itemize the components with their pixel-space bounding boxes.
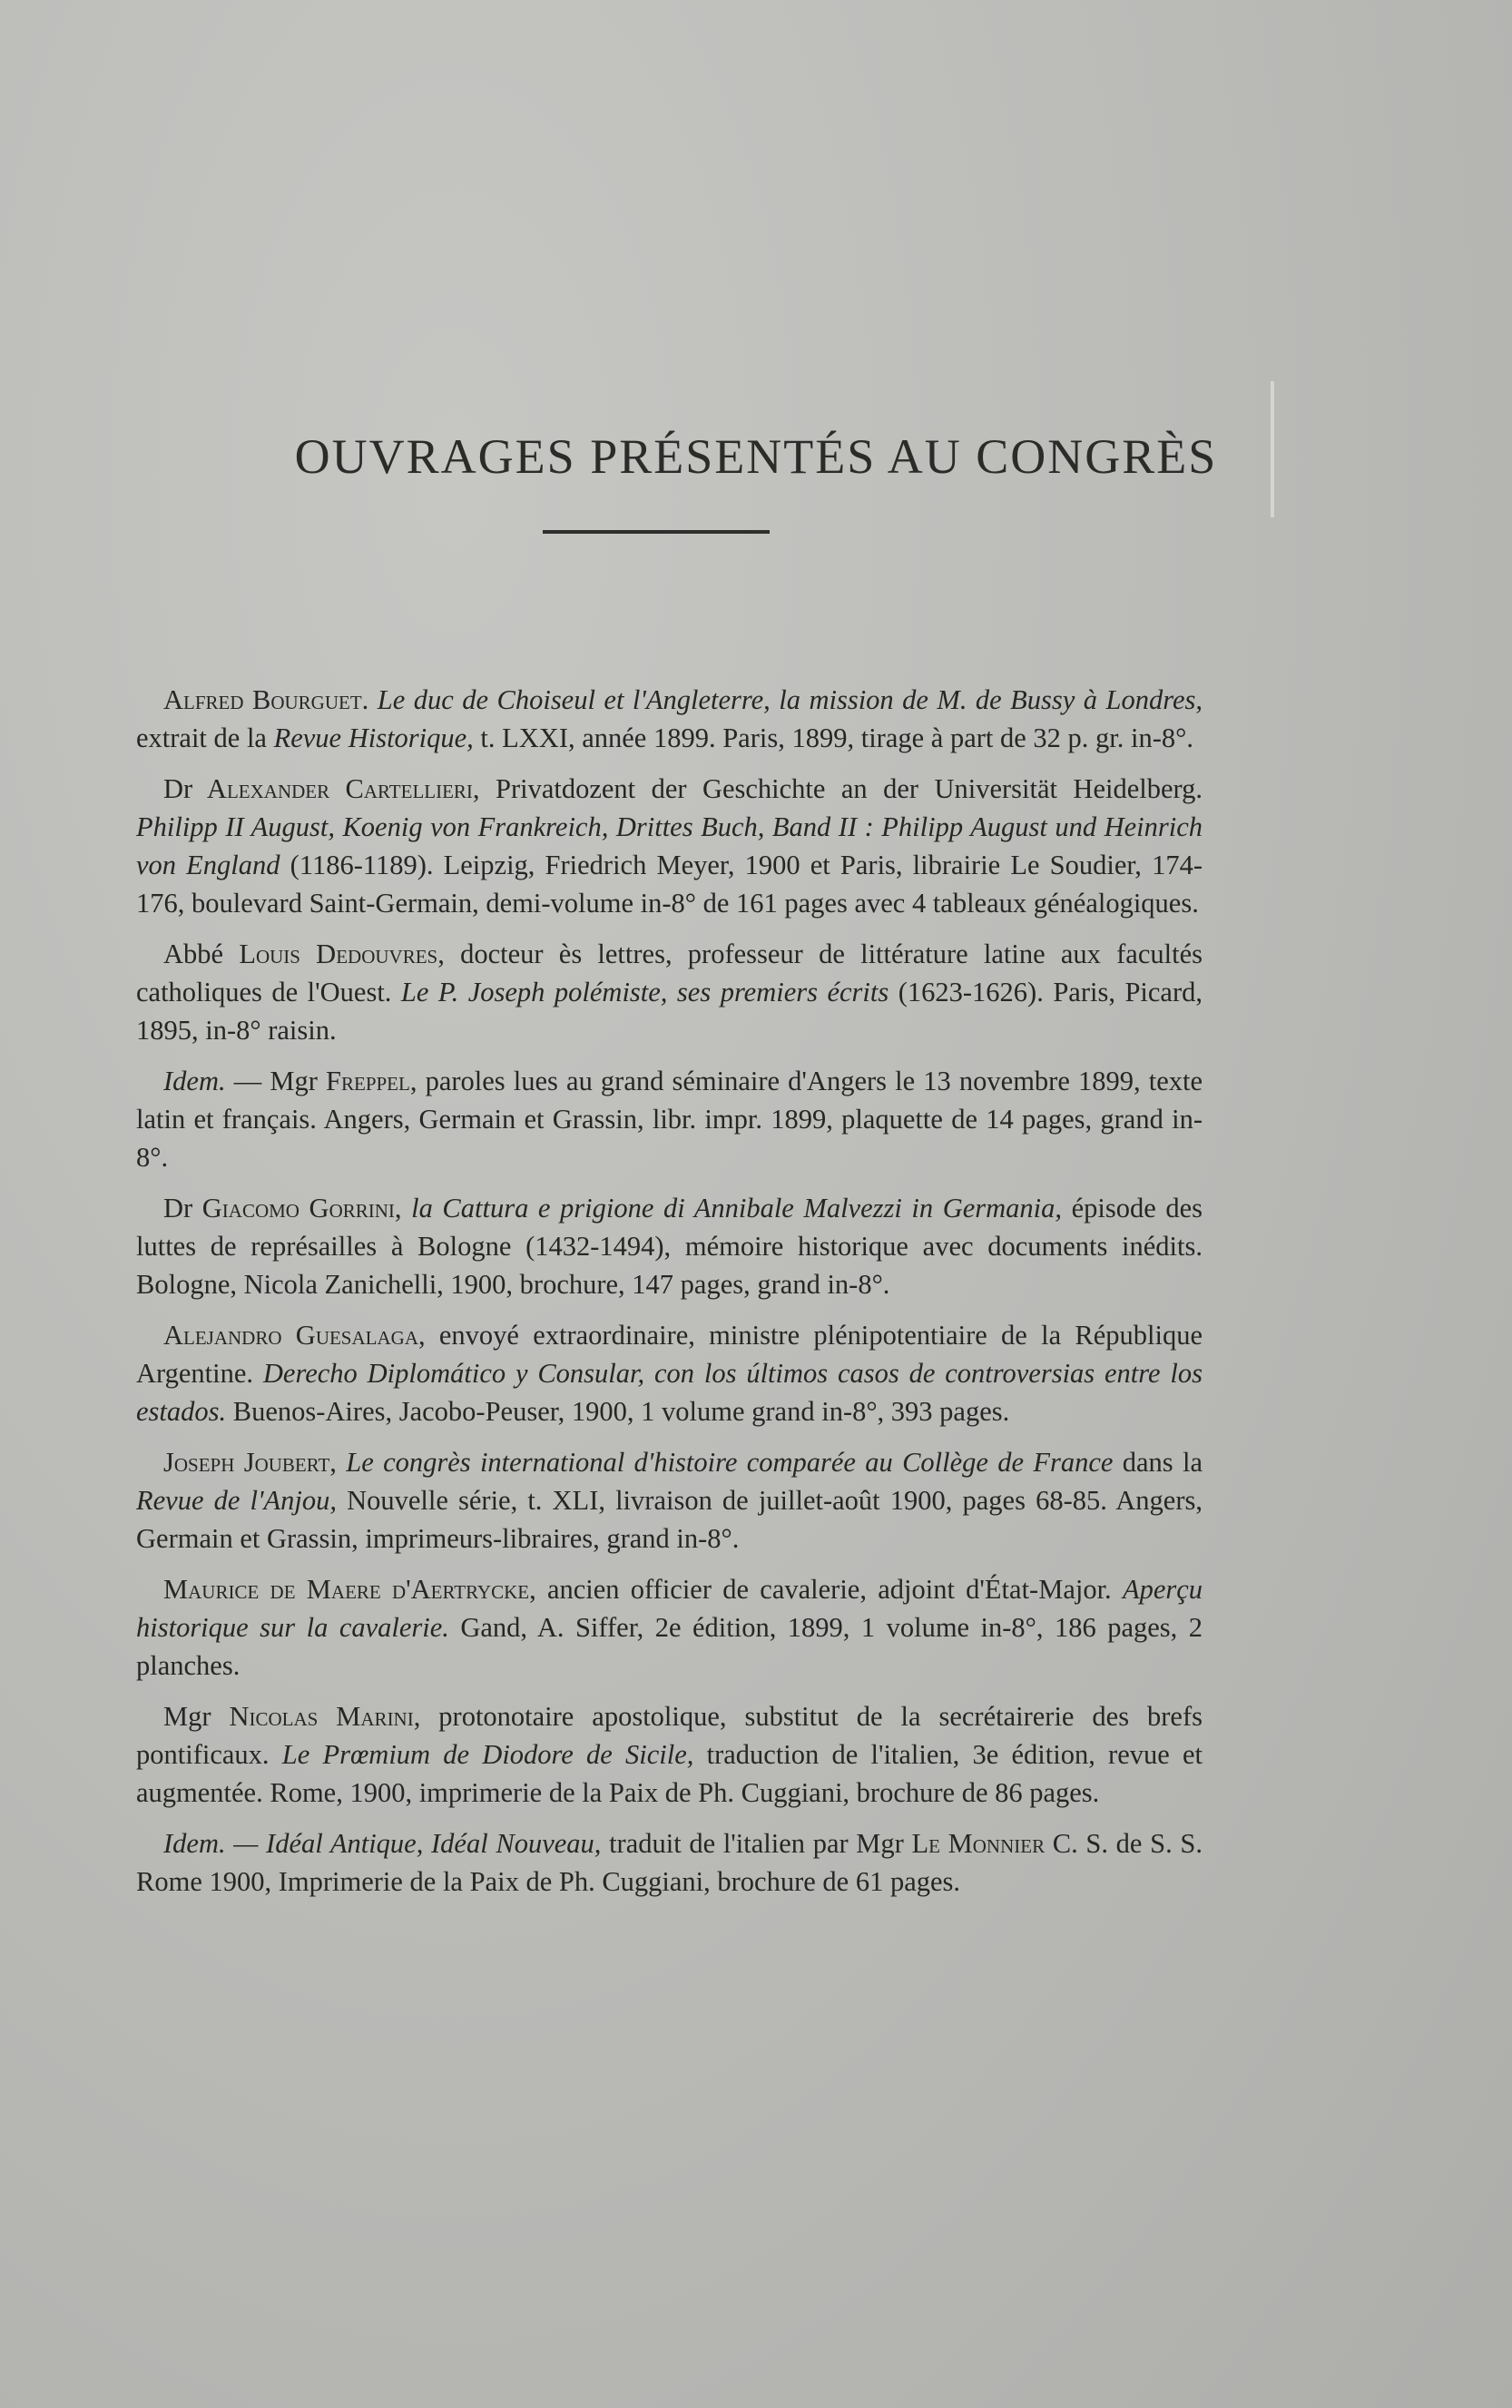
entry-text: Privatdozent der Geschichte an der Universität Heidelberg. [479, 773, 1203, 804]
entry-title-italic: Le duc de Choiseul et l'Angleterre, la mission de M. de Bussy à Londres, [377, 684, 1203, 715]
bibliography-entry [136, 1697, 1203, 1812]
entry-title-italic: Revue de l'Anjou, [136, 1485, 337, 1516]
entry-author: Louis Dedouvres, [239, 939, 445, 969]
bibliography-entry [136, 1062, 1203, 1176]
entry-author: Nicolas Marini, [229, 1701, 421, 1732]
entry-text: Buenos-Aires, Jacobo-Peuser, 1900, 1 volume grand in-8°, 393 pages. [226, 1396, 1010, 1427]
entry-lead-italic: Idem. [163, 1066, 226, 1096]
entry-text: (1623-1626). Paris, Picard, 1895, in-8° raisin. [136, 977, 1203, 1046]
entry-lead: Abbé [163, 939, 240, 969]
entry-text: envoyé extraordinaire, ministre plénipotentiaire de la République Argentine. [136, 1320, 1203, 1389]
entry-author: Maurice de Maere d'Aertrycke, [163, 1574, 536, 1605]
entry-lead: — Mgr [225, 1066, 327, 1096]
entry-text: protonotaire apostolique, substitut de la secrétairerie des brefs pontificaux. [136, 1701, 1203, 1770]
entry-title-italic: Philipp II August, Koenig von Frankreich, Drittes Buch, Band II : Philipp August und Heinrich von England [136, 811, 1203, 880]
entry-text: paroles lues au grand séminaire d'Angers le 13 novembre 1899, texte latin et français. Angers, Germain et Grassin, libr. impr. 1899, plaquette de 14 pages, grand in-8°. [136, 1066, 1203, 1173]
entry-text: épisode des luttes de représailles à Bologne (1432-1494), mémoire historique avec documents inédits. Bologne, Nicola Zanichelli, 1900, brochure, 147 pages, grand in-8°. [136, 1193, 1203, 1300]
entry-text: dans la [1113, 1447, 1203, 1478]
entry-lead-italic: Idem. — Idéal Antique, Idéal Nouveau, [163, 1828, 602, 1859]
entry-author: Alexander Cartellieri, [192, 773, 480, 804]
entry-lead: traduit de l'italien par Mgr [601, 1828, 912, 1859]
entry-author: Giacomo Gorrini, [192, 1193, 402, 1224]
bibliography-list [136, 681, 1203, 1913]
page-title: OUVRAGES PRÉSENTÉS AU CONGRÈS [294, 429, 1218, 484]
bibliography-entry [136, 681, 1203, 757]
entry-text: Gand, A. Siffer, 2e édition, 1899, 1 volume in-8°, 186 pages, 2 planches. [136, 1612, 1203, 1681]
entry-title-italic: la Cattura e prigione di Annibale Malvezzi in Germania, [411, 1193, 1063, 1224]
entry-text: (1186-1189). Leipzig, Friedrich Meyer, 1900 et Paris, librairie Le Soudier, 174-176, boulevard Saint-Germain, demi-volume in-8° de 161 pages avec 4 tableaux généalogiques. [136, 850, 1203, 919]
entry-title-italic: Revue Historique, [273, 722, 474, 753]
bibliography-entry [136, 1189, 1203, 1303]
entry-text: t. LXXI, année 1899. Paris, 1899, tirage à part de 32 p. gr. in-8°. [473, 722, 1193, 753]
entry-text: Nouvelle série, t. XLI, livraison de juillet-août 1900, pages 68-85. Angers, Germain et Grassin, imprimeurs-libraires, grand in-8°. [136, 1485, 1203, 1554]
entry-author: Freppel, [326, 1066, 417, 1096]
bibliography-entry [136, 1316, 1203, 1430]
bibliography-entry [136, 1570, 1203, 1685]
entry-text: C. S. de S. S. Rome 1900, Imprimerie de la Paix de Ph. Cuggiani, brochure de 61 pages. [136, 1828, 1203, 1897]
entry-title-italic: Le Prœmium de Diodore de Sicile, [281, 1739, 694, 1770]
entry-title-italic: Aperçu historique sur la cavalerie. [136, 1574, 1203, 1643]
entry-author: Alejandro Guesalaga, [163, 1320, 426, 1351]
entry-text [402, 1193, 412, 1224]
entry-text [368, 684, 377, 715]
bibliography-entry [136, 1443, 1203, 1558]
entry-title-italic: Le P. Joseph polémiste, ses premiers écrits [400, 977, 889, 1007]
entry-title-italic: Le congrès international d'histoire comparée au Collège de France [346, 1447, 1114, 1478]
entry-text: docteur ès lettres, professeur de littérature latine aux facultés catholiques de l'Ouest. [136, 939, 1203, 1007]
bibliography-entry [136, 935, 1203, 1049]
entry-author: Le Monnier [911, 1828, 1046, 1859]
entry-text: extrait de la [136, 722, 274, 753]
bibliography-entry [136, 770, 1203, 922]
bibliography-entry [136, 1824, 1203, 1901]
entry-text: ancien officier de cavalerie, adjoint d'État-Major. [535, 1574, 1123, 1605]
entry-prefix: Dr [163, 1193, 193, 1224]
entry-text: traduction de l'italien, 3e édition, revue et augmentée. Rome, 1900, imprimerie de la Paix de Ph. Cuggiani, brochure de 86 pages. [136, 1739, 1203, 1808]
title-rule [543, 530, 770, 534]
entry-lead: Mgr [163, 1701, 230, 1732]
entry-prefix: Dr [163, 773, 193, 804]
entry-title-italic: Derecho Diplomático y Consular, con los últimos casos de controversias entre los estados. [136, 1358, 1203, 1427]
entry-author: Alfred Bourguet. [163, 684, 369, 715]
entry-text [337, 1447, 346, 1478]
entry-author: Joseph Joubert, [163, 1447, 337, 1478]
